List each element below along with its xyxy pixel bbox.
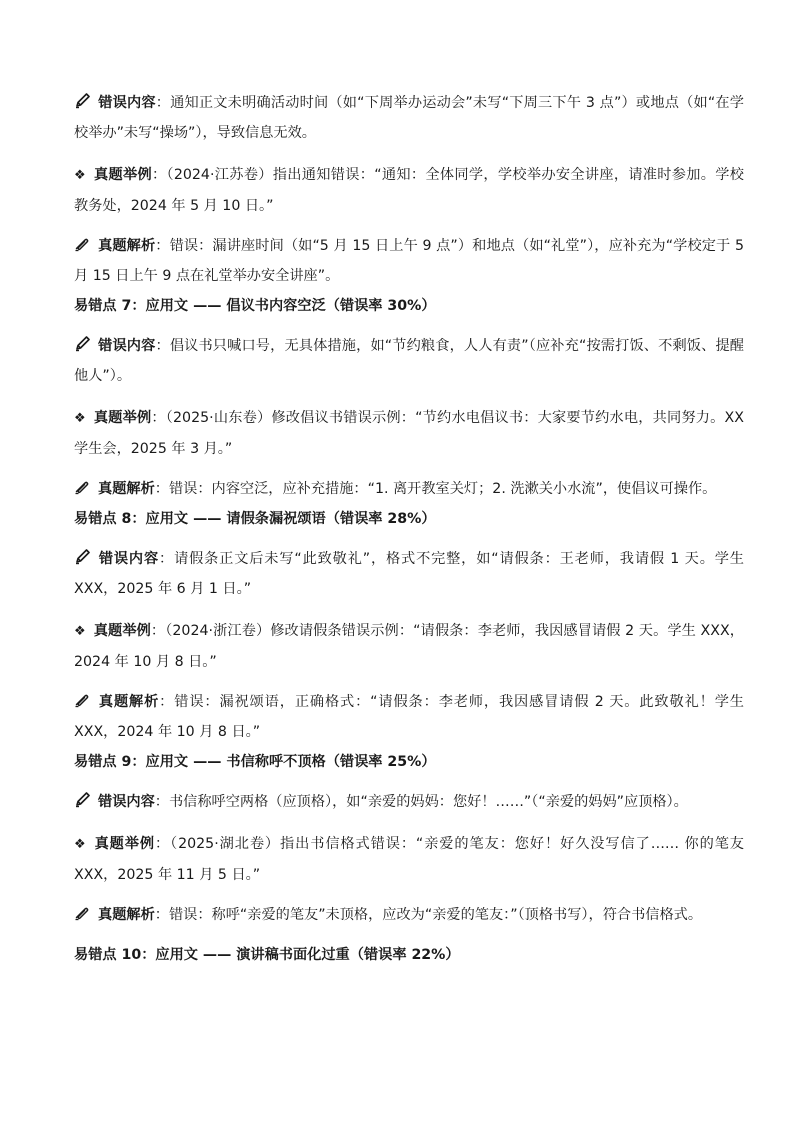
diamond-bullet-icon: ❖ <box>74 624 86 639</box>
example-text: （2024·江苏卷）指出通知错误：“通知：全体同学，学校举办安全讲座，请准时参加。学校教务处，2024 年 5 月 10 日。” <box>74 167 744 214</box>
analysis-text: 错误：称呼“亲爱的笔友”未顶格，应改为“亲爱的笔友：”（顶格书写），符合书信格式。 <box>168 907 703 923</box>
analysis-label: 真题解析 <box>98 694 160 710</box>
section-heading: 易错点 10：应用文 —— 演讲稿书面化过重（错误率 22%） <box>74 947 460 963</box>
error-text: 通知正文未明确活动时间（如“下周举办运动会”未写“下周三下午 3 点”）或地点（如“在学校举办”未写“操场”），导致信息无效。 <box>74 95 744 141</box>
error-content-paragraph: 错误内容：通知正文未明确活动时间（如“下周举办运动会”未写“下周三下午 3 点”）或地点（如“在学校举办”未写“操场”），导致信息无效。 <box>74 95 744 141</box>
error-label: 错误内容 <box>98 338 156 354</box>
example-paragraph: ❖ 真题举例：（2024·浙江卷）修改请假条错误示例：“请假条：李老师，我因感冒请假 2 天。学生 XXX，2024 年 10 月 8 日。” <box>74 616 744 677</box>
diamond-bullet-icon: ❖ <box>74 837 86 852</box>
error-content-paragraph: 错误内容：倡议书只喊口号，无具体措施，如“节约粮食，人人有责”（应补充“按需打饭、不剩饭、提醒他人”）。 <box>74 338 744 384</box>
example-text: （2025·山东卷）修改倡议书错误示例：“节约水电倡议书：大家要节约水电，共同努力。XX 学生会，2025 年 3 月。” <box>74 410 744 457</box>
example-paragraph: ❖ 真题举例：（2025·湖北卷）指出书信格式错误：“亲爱的笔友：您好！好久没写信了…… 你的笔友 XXX，2025 年 11 月 5 日。” <box>74 829 744 890</box>
diamond-bullet-icon: ❖ <box>74 168 86 183</box>
section-heading: 易错点 9：应用文 —— 书信称呼不顶格（错误率 25%） <box>74 754 436 770</box>
pencil-icon <box>74 549 92 565</box>
example-label: 真题举例 <box>93 167 152 183</box>
analysis-paragraph: 真题解析：错误：内容空泛，应补充措施：“1. 离开教室关灯；2. 洗漱关小水流”，使倡议可操作。 <box>74 474 744 504</box>
analysis-paragraph: 真题解析：错误：称呼“亲爱的笔友”未顶格，应改为“亲爱的笔友：”（顶格书写），符合书信格式。 <box>74 900 744 930</box>
analysis-label: 真题解析 <box>98 238 156 254</box>
document-page <box>74 88 744 970</box>
paperclip-pencil-icon <box>74 905 92 921</box>
analysis-text: 错误：漏祝颂语，正确格式：“请假条：李老师，我因感冒请假 2 天。此致敬礼！学生 XXX，2024 年 10 月 8 日。” <box>74 694 744 740</box>
example-text: （2024·浙江卷）修改请假条错误示例：“请假条：李老师，我因感冒请假 2 天。学生 XXX，2024 年 10 月 8 日。” <box>74 623 744 670</box>
error-label: 错误内容 <box>98 551 160 567</box>
error-label: 错误内容 <box>98 95 156 111</box>
error-label: 错误内容 <box>98 794 155 810</box>
example-label: 真题举例 <box>93 623 151 639</box>
error-content-paragraph: 错误内容：书信称呼空两格（应顶格），如“亲爱的妈妈：您好！……”（“亲爱的妈妈”应顶格）。 <box>74 787 744 817</box>
pencil-icon <box>74 93 92 109</box>
analysis-text: 错误：漏讲座时间（如“5 月 15 日上午 9 点”）和地点（如“礼堂”），应补充为“学校定于 5 月 15 日上午 9 点在礼堂举办安全讲座”。 <box>74 238 744 284</box>
example-label: 真题举例 <box>93 410 152 426</box>
example-label: 真题举例 <box>93 836 155 852</box>
error-content-paragraph: 错误内容：请假条正文后未写“此致敬礼”，格式不完整，如“请假条：王老师，我请假 1 天。学生 XXX，2025 年 6 月 1 日。” <box>74 551 744 597</box>
error-text: 倡议书只喊口号，无具体措施，如“节约粮食，人人有责”（应补充“按需打饭、不剩饭、提醒他人”）。 <box>74 338 744 384</box>
error-text: 书信称呼空两格（应顶格），如“亲爱的妈妈：您好！……”（“亲爱的妈妈”应顶格）。 <box>168 794 688 810</box>
paperclip-pencil-icon <box>74 479 92 495</box>
error-text: 请假条正文后未写“此致敬礼”，格式不完整，如“请假条：王老师，我请假 1 天。学生 XXX，2025 年 6 月 1 日。” <box>74 551 744 597</box>
example-paragraph: ❖ 真题举例：（2025·山东卷）修改倡议书错误示例：“节约水电倡议书：大家要节约水电，共同努力。XX 学生会，2025 年 3 月。” <box>74 403 744 464</box>
analysis-paragraph: 真题解析：错误：漏祝颂语，正确格式：“请假条：李老师，我因感冒请假 2 天。此致敬礼！学生 XXX，2024 年 10 月 8 日。” <box>74 694 744 740</box>
analysis-paragraph: 真题解析：错误：漏讲座时间（如“5 月 15 日上午 9 点”）和地点（如“礼堂”），应补充为“学校定于 5 月 15 日上午 9 点在礼堂举办安全讲座”。 <box>74 238 744 284</box>
pencil-icon <box>74 792 92 808</box>
paperclip-pencil-icon <box>74 692 92 708</box>
analysis-text: 错误：内容空泛，应补充措施：“1. 离开教室关灯；2. 洗漱关小水流”，使倡议可操作。 <box>168 481 717 497</box>
example-paragraph: ❖ 真题举例：（2024·江苏卷）指出通知错误：“通知：全体同学，学校举办安全讲座，请准时参加。学校教务处，2024 年 5 月 10 日。” <box>74 160 744 221</box>
paperclip-pencil-icon <box>74 236 92 252</box>
analysis-label: 真题解析 <box>98 481 155 497</box>
analysis-label: 真题解析 <box>98 907 155 923</box>
section-heading: 易错点 8：应用文 —— 请假条漏祝颂语（错误率 28%） <box>74 511 436 527</box>
section-heading: 易错点 7：应用文 —— 倡议书内容空泛（错误率 30%） <box>74 298 436 314</box>
example-text: （2025·湖北卷）指出书信格式错误：“亲爱的笔友：您好！好久没写信了…… 你的笔友 XXX，2025 年 11 月 5 日。” <box>74 836 744 883</box>
diamond-bullet-icon: ❖ <box>74 411 86 426</box>
pencil-icon <box>74 336 92 352</box>
